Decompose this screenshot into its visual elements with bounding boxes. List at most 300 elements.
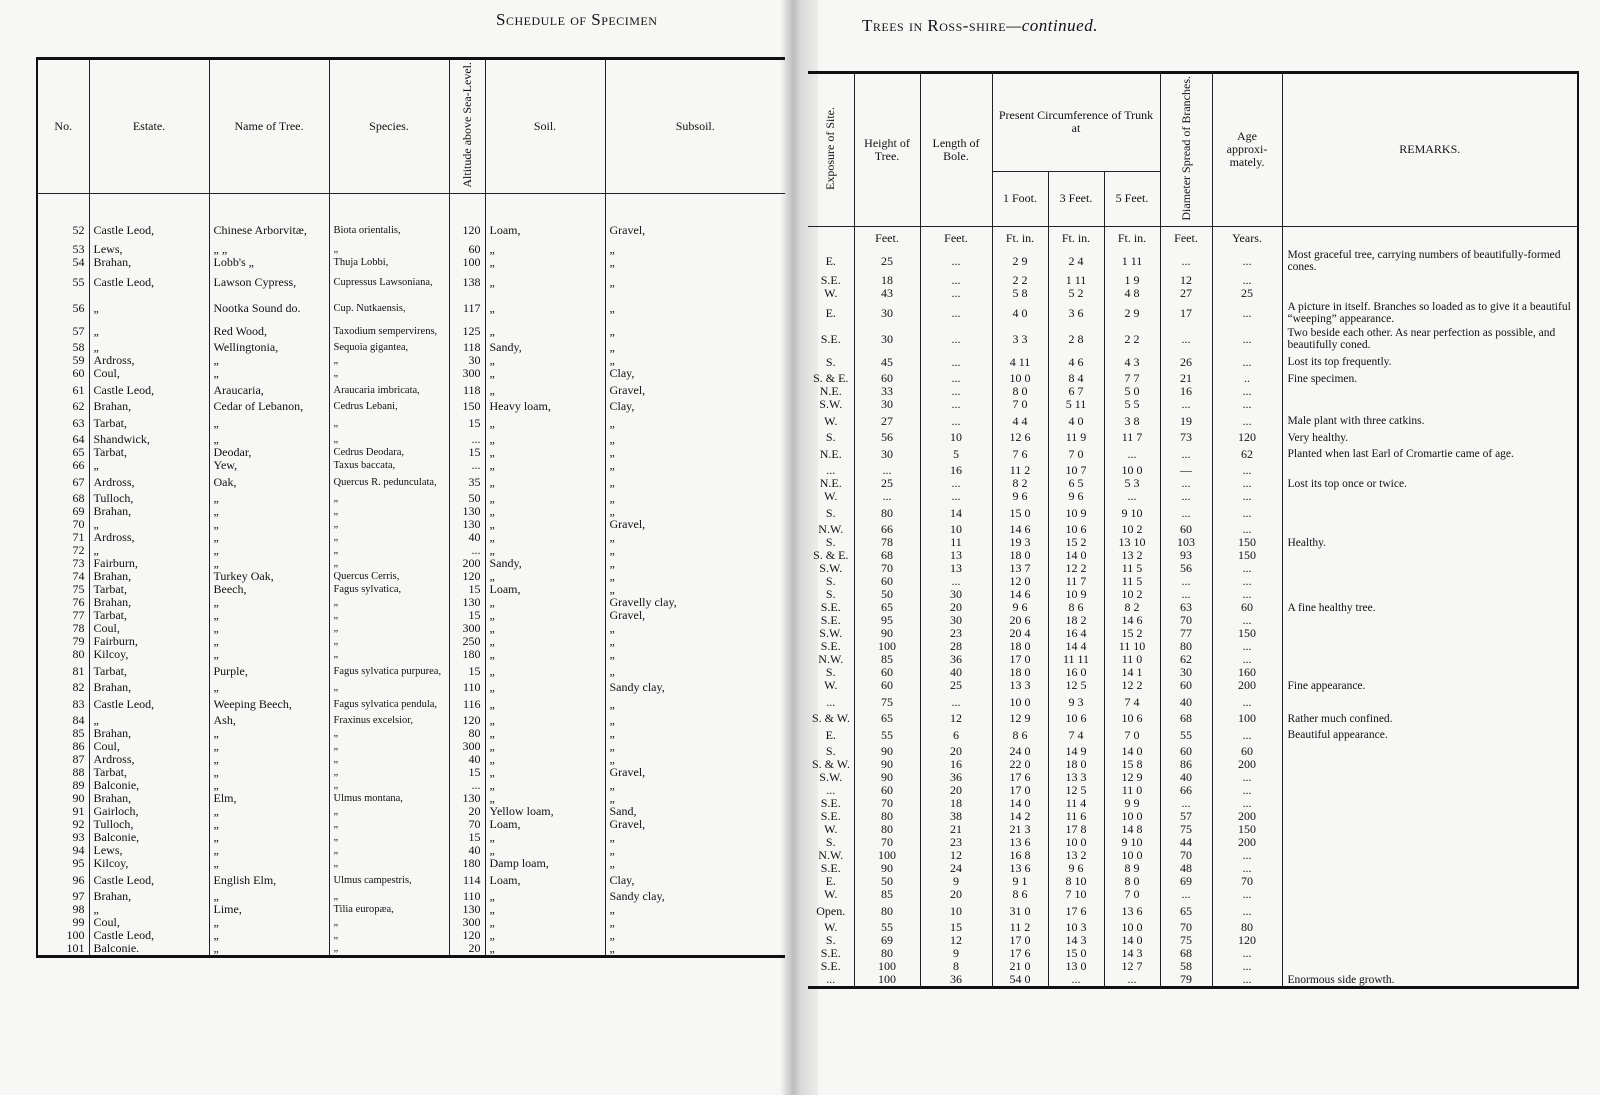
table-row xyxy=(37,256,785,269)
cell-remarks xyxy=(1282,398,1578,411)
cell-alt: 200 xyxy=(449,557,485,570)
cell-soil: Sandy, xyxy=(485,557,605,570)
cell-alt: 130 xyxy=(449,518,485,531)
cell-subsoil: Clay, xyxy=(605,870,785,890)
cell-c5: 7 4 xyxy=(1104,692,1160,712)
cell-species: Sequoia gigantea, xyxy=(329,341,449,354)
cell-no: 81 xyxy=(72,663,85,678)
schedule-left-table xyxy=(36,57,785,958)
cell-bole: 23 xyxy=(920,836,992,849)
cell-subsoil: „ xyxy=(605,929,785,942)
cell-tree: „ xyxy=(209,648,329,661)
cell-c3: 11 4 xyxy=(1048,797,1104,810)
cell-c1: 11 2 xyxy=(992,464,1048,477)
cell-alt: 30 xyxy=(449,354,485,367)
cell-remarks xyxy=(1282,490,1578,503)
left-page-title: Schedule of Specimen xyxy=(496,10,658,29)
cell-bole: 10 xyxy=(920,901,992,921)
cell-subsoil: Sandy clay, xyxy=(605,890,785,903)
cell-c5: ... xyxy=(1104,490,1160,503)
cell-exp: E. xyxy=(825,305,836,320)
cell-age: 60 xyxy=(1212,601,1282,614)
cell-alt: 120 xyxy=(449,929,485,942)
cell-remarks xyxy=(1282,503,1578,523)
cell-height: 80 xyxy=(854,947,920,960)
cell-alt: 300 xyxy=(449,740,485,753)
cell-c1: 12 9 xyxy=(992,712,1048,725)
cell-height: 60 xyxy=(854,372,920,385)
cell-exp: S. & W. xyxy=(812,712,851,726)
cell-species: „ xyxy=(329,942,449,957)
cell-alt: 60 xyxy=(449,243,485,256)
cell-species: „ xyxy=(329,367,449,380)
cell-age: ... xyxy=(1212,588,1282,601)
cell-no: 90 xyxy=(72,792,85,806)
cell-no: 87 xyxy=(72,753,85,767)
cell-exp: ... xyxy=(826,973,836,987)
cell-subsoil: „ xyxy=(605,557,785,570)
cell-remarks: Male plant with three catkins. xyxy=(1282,411,1578,431)
cell-tree: Turkey Oak, xyxy=(209,570,329,583)
cell-age: ... xyxy=(1212,888,1282,901)
cell-c3: 10 9 xyxy=(1048,503,1104,523)
cell-alt: ... xyxy=(449,433,485,446)
cell-c5: 12 2 xyxy=(1104,679,1160,692)
table-row xyxy=(37,792,785,805)
cell-remarks: Very healthy. xyxy=(1282,431,1578,444)
cell-no: 83 xyxy=(72,696,85,711)
unit-age: Years. xyxy=(1212,226,1282,248)
cell-soil: „ xyxy=(485,446,605,459)
cell-no: 71 xyxy=(72,531,85,545)
cell-estate: Brahan, xyxy=(89,505,209,518)
cell-spread: 60 xyxy=(1160,745,1212,758)
unit-height: Feet. xyxy=(854,226,920,248)
cell-species: „ xyxy=(329,622,449,635)
cell-c1: 12 0 xyxy=(992,575,1048,588)
cell-soil: „ xyxy=(485,518,605,531)
cell-tree: „ xyxy=(209,433,329,446)
cell-c1: 15 0 xyxy=(992,503,1048,523)
cell-age: ... xyxy=(1212,248,1282,274)
cell-age: 70 xyxy=(1212,875,1282,888)
cell-age: ... xyxy=(1212,653,1282,666)
cell-spread: ... xyxy=(1160,797,1212,810)
cell-soil: „ xyxy=(485,354,605,367)
cell-height: 70 xyxy=(854,562,920,575)
cell-no: 96 xyxy=(72,872,85,887)
cell-remarks: Fine appearance. xyxy=(1282,679,1578,692)
cell-bole: 38 xyxy=(920,810,992,823)
cell-age: 200 xyxy=(1212,758,1282,771)
cell-soil: „ xyxy=(485,916,605,929)
cell-no: 70 xyxy=(72,518,85,532)
cell-no: 80 xyxy=(72,648,85,662)
table-row xyxy=(37,472,785,492)
cell-bole: 20 xyxy=(920,784,992,797)
table-row xyxy=(808,771,1578,784)
cell-spread: 40 xyxy=(1160,692,1212,712)
cell-estate: Tarbat, xyxy=(89,413,209,433)
cell-age: ... xyxy=(1212,725,1282,745)
cell-no: 91 xyxy=(72,805,85,819)
cell-spread: 26 xyxy=(1160,352,1212,372)
cell-species: „ xyxy=(329,596,449,609)
cell-exp: N.W. xyxy=(818,523,844,537)
unit-spread: Feet. xyxy=(1160,226,1212,248)
cell-c3: 5 2 xyxy=(1048,287,1104,300)
schedule-right-table xyxy=(808,71,1579,989)
cell-height: 75 xyxy=(854,692,920,712)
cell-height: 80 xyxy=(854,810,920,823)
unit-c3: Ft. in. xyxy=(1048,226,1104,248)
table-row xyxy=(37,818,785,831)
cell-remarks: Two beside each other. As near perfection as possible, and beautifully coned. xyxy=(1282,326,1578,352)
table-row xyxy=(808,411,1578,431)
cell-c5: ... xyxy=(1104,973,1160,988)
cell-spread: ... xyxy=(1160,588,1212,601)
table-row xyxy=(808,562,1578,575)
cell-subsoil: „ xyxy=(605,256,785,269)
cell-subsoil: „ xyxy=(605,413,785,433)
cell-exp: S. xyxy=(825,505,836,520)
cell-exp: S.E. xyxy=(820,797,841,811)
cell-soil: „ xyxy=(485,942,605,957)
cell-bole: 40 xyxy=(920,666,992,679)
cell-c3: 8 10 xyxy=(1048,875,1104,888)
cell-c3: 9 6 xyxy=(1048,862,1104,875)
cell-c5: 5 5 xyxy=(1104,398,1160,411)
cell-c5: 9 10 xyxy=(1104,836,1160,849)
table-row xyxy=(37,890,785,903)
cell-c5: 10 2 xyxy=(1104,588,1160,601)
cell-age: 160 xyxy=(1212,666,1282,679)
cell-no: 63 xyxy=(72,415,85,430)
col-header-bole: Length of Bole. xyxy=(920,73,992,227)
cell-alt: 40 xyxy=(449,531,485,544)
cell-c1: 8 6 xyxy=(992,888,1048,901)
cell-age: 150 xyxy=(1212,823,1282,836)
cell-age: ... xyxy=(1212,960,1282,973)
cell-tree: „ xyxy=(209,681,329,694)
cell-c1: 9 6 xyxy=(992,490,1048,503)
cell-estate: Tulloch, xyxy=(89,818,209,831)
cell-estate: Lews, xyxy=(89,243,209,256)
cell-bole: ... xyxy=(920,575,992,588)
cell-subsoil: „ xyxy=(605,740,785,753)
cell-no: 74 xyxy=(72,570,85,584)
cell-height: 68 xyxy=(854,549,920,562)
cell-c5: 14 0 xyxy=(1104,745,1160,758)
table-row xyxy=(808,960,1578,973)
cell-species: „ xyxy=(329,609,449,622)
cell-height: 65 xyxy=(854,712,920,725)
cell-estate: Brahan, xyxy=(89,792,209,805)
cell-age: ... xyxy=(1212,477,1282,490)
cell-exp: S.W. xyxy=(819,562,843,576)
cell-species: Ulmus montana, xyxy=(329,792,449,805)
cell-spread: ... xyxy=(1160,326,1212,352)
cell-tree: „ xyxy=(209,779,329,792)
table-row xyxy=(37,596,785,609)
cell-c5: 3 8 xyxy=(1104,411,1160,431)
cell-c1: 4 4 xyxy=(992,411,1048,431)
cell-estate: Coul, xyxy=(89,916,209,929)
cell-estate: Kilcoy, xyxy=(89,857,209,870)
cell-bole: 30 xyxy=(920,588,992,601)
cell-age: ... xyxy=(1212,862,1282,875)
table-row xyxy=(37,505,785,518)
cell-subsoil: Gravel, xyxy=(605,217,785,243)
cell-age: ... xyxy=(1212,326,1282,352)
table-row xyxy=(808,758,1578,771)
cell-c3: 17 6 xyxy=(1048,901,1104,921)
cell-alt: 120 xyxy=(449,217,485,243)
cell-bole: ... xyxy=(920,398,992,411)
cell-height: 85 xyxy=(854,888,920,901)
cell-alt: 180 xyxy=(449,648,485,661)
left-table-body xyxy=(37,217,785,957)
cell-soil: „ xyxy=(485,256,605,269)
cell-subsoil: Sand, xyxy=(605,805,785,818)
cell-estate: „ xyxy=(89,295,209,321)
cell-species: „ xyxy=(329,805,449,818)
cell-exp: W. xyxy=(824,413,838,428)
cell-bole: ... xyxy=(920,692,992,712)
cell-height: 55 xyxy=(854,725,920,745)
cell-no: 78 xyxy=(72,622,85,636)
cell-c3: 14 3 xyxy=(1048,934,1104,947)
cell-age: ... xyxy=(1212,490,1282,503)
cell-exp: S.E. xyxy=(820,601,841,615)
table-row xyxy=(37,367,785,380)
cell-estate: Brahan, xyxy=(89,681,209,694)
cell-c3: 10 6 xyxy=(1048,523,1104,536)
cell-remarks xyxy=(1282,947,1578,960)
unit-exposure xyxy=(808,226,854,248)
cell-age: 60 xyxy=(1212,745,1282,758)
cell-age: ... xyxy=(1212,464,1282,477)
table-row xyxy=(37,694,785,714)
cell-no: 89 xyxy=(72,779,85,793)
cell-estate: „ xyxy=(89,518,209,531)
cell-estate: Tarbat, xyxy=(89,583,209,596)
cell-species: Quercus R. pedunculata, xyxy=(329,472,449,492)
cell-species: „ xyxy=(329,766,449,779)
cell-alt: 15 xyxy=(449,609,485,622)
cell-remarks xyxy=(1282,771,1578,784)
cell-age: 100 xyxy=(1212,712,1282,725)
cell-estate: Brahan, xyxy=(89,890,209,903)
cell-c1: 9 1 xyxy=(992,875,1048,888)
cell-species: „ xyxy=(329,779,449,792)
cell-tree: Nootka Sound do. xyxy=(209,295,329,321)
cell-bole: ... xyxy=(920,385,992,398)
table-row xyxy=(808,725,1578,745)
cell-estate: Coul, xyxy=(89,740,209,753)
cell-height: 55 xyxy=(854,921,920,934)
cell-no: 92 xyxy=(72,818,85,832)
cell-spread: 21 xyxy=(1160,372,1212,385)
cell-no: 101 xyxy=(66,942,85,956)
cell-height: 30 xyxy=(854,326,920,352)
cell-no: 95 xyxy=(72,857,85,871)
cell-soil: Loam, xyxy=(485,583,605,596)
cell-tree: English Elm, xyxy=(209,870,329,890)
cell-alt: 130 xyxy=(449,505,485,518)
cell-bole: 20 xyxy=(920,745,992,758)
cell-remarks: Healthy. xyxy=(1282,536,1578,549)
cell-spread: 58 xyxy=(1160,960,1212,973)
cell-tree: Lobb's „ xyxy=(209,256,329,269)
cell-soil: „ xyxy=(485,753,605,766)
cell-spread: 55 xyxy=(1160,725,1212,745)
cell-subsoil: „ xyxy=(605,635,785,648)
cell-spread: 56 xyxy=(1160,562,1212,575)
cell-subsoil: Gravelly clay, xyxy=(605,596,785,609)
cell-age: ... xyxy=(1212,849,1282,862)
cell-tree: „ xyxy=(209,505,329,518)
cell-spread: 40 xyxy=(1160,771,1212,784)
cell-tree: „ xyxy=(209,609,329,622)
cell-species: „ xyxy=(329,635,449,648)
cell-alt: 40 xyxy=(449,844,485,857)
cell-bole: 21 xyxy=(920,823,992,836)
cell-c5: 11 0 xyxy=(1104,784,1160,797)
cell-age: ... xyxy=(1212,640,1282,653)
table-row xyxy=(808,973,1578,988)
cell-c1: 9 6 xyxy=(992,601,1048,614)
cell-c5: 13 10 xyxy=(1104,536,1160,549)
cell-c5: 11 7 xyxy=(1104,431,1160,444)
cell-c5: 11 10 xyxy=(1104,640,1160,653)
cell-spread: 80 xyxy=(1160,640,1212,653)
cell-exp: W. xyxy=(824,888,838,902)
table-row xyxy=(37,740,785,753)
table-row xyxy=(808,797,1578,810)
cell-alt: 180 xyxy=(449,857,485,870)
cell-soil: Yellow loam, xyxy=(485,805,605,818)
table-row xyxy=(808,352,1578,372)
cell-tree: „ „ xyxy=(209,243,329,256)
cell-age: 150 xyxy=(1212,627,1282,640)
cell-species: Cedrus Lebani, xyxy=(329,400,449,413)
cell-c3: 12 5 xyxy=(1048,679,1104,692)
cell-soil: „ xyxy=(485,766,605,779)
cell-age: 200 xyxy=(1212,679,1282,692)
cell-alt: 130 xyxy=(449,792,485,805)
cell-remarks xyxy=(1282,849,1578,862)
cell-remarks xyxy=(1282,875,1578,888)
cell-alt: 15 xyxy=(449,766,485,779)
cell-c5: 13 6 xyxy=(1104,901,1160,921)
cell-no: 60 xyxy=(72,367,85,381)
cell-soil: „ xyxy=(485,727,605,740)
col-header-circ-3ft: 3 Feet. xyxy=(1048,171,1104,226)
cell-bole: 6 xyxy=(920,725,992,745)
col-header-no: No. xyxy=(37,59,89,194)
cell-exp: S.E. xyxy=(820,947,841,961)
cell-estate: Shandwick, xyxy=(89,433,209,446)
table-row xyxy=(808,588,1578,601)
cell-remarks: Lost its top once or twice. xyxy=(1282,477,1578,490)
cell-c1: 14 6 xyxy=(992,588,1048,601)
cell-soil: „ xyxy=(485,433,605,446)
cell-exp: S.E. xyxy=(820,331,841,346)
table-row xyxy=(37,857,785,870)
cell-subsoil: „ xyxy=(605,753,785,766)
cell-exp: N.E. xyxy=(819,385,842,399)
table-row xyxy=(37,531,785,544)
cell-height: 90 xyxy=(854,758,920,771)
cell-no: 79 xyxy=(72,635,85,649)
cell-alt: 50 xyxy=(449,492,485,505)
cell-bole: 5 xyxy=(920,444,992,464)
cell-c3: 4 6 xyxy=(1048,352,1104,372)
col-header-estate: Estate. xyxy=(89,59,209,194)
cell-estate: Balconie, xyxy=(89,831,209,844)
cell-tree: „ xyxy=(209,890,329,903)
cell-height: 50 xyxy=(854,588,920,601)
cell-bole: 36 xyxy=(920,973,992,988)
cell-c3: 16 4 xyxy=(1048,627,1104,640)
cell-estate: Castle Leod, xyxy=(89,694,209,714)
cell-remarks xyxy=(1282,627,1578,640)
cell-remarks xyxy=(1282,784,1578,797)
cell-species: „ xyxy=(329,648,449,661)
cell-estate: Tarbat, xyxy=(89,609,209,622)
cell-no: 64 xyxy=(72,433,85,447)
cell-c1: 19 3 xyxy=(992,536,1048,549)
cell-soil: „ xyxy=(485,648,605,661)
table-row xyxy=(37,766,785,779)
cell-species: Quercus Cerris, xyxy=(329,570,449,583)
cell-tree: „ xyxy=(209,531,329,544)
cell-height: 25 xyxy=(854,248,920,274)
cell-no: 99 xyxy=(72,916,85,930)
cell-subsoil: „ xyxy=(605,779,785,792)
cell-spread: 17 xyxy=(1160,300,1212,326)
cell-bole: 16 xyxy=(920,758,992,771)
cell-c5: 7 0 xyxy=(1104,725,1160,745)
cell-c5: 8 0 xyxy=(1104,875,1160,888)
table-row xyxy=(37,269,785,295)
cell-alt: 35 xyxy=(449,472,485,492)
cell-estate: Castle Leod, xyxy=(89,870,209,890)
table-row xyxy=(37,544,785,557)
cell-soil: „ xyxy=(485,890,605,903)
cell-height: 60 xyxy=(854,784,920,797)
cell-exp: E. xyxy=(825,253,836,268)
cell-subsoil: Clay, xyxy=(605,367,785,380)
cell-estate: Tarbat, xyxy=(89,766,209,779)
cell-subsoil: Sandy clay, xyxy=(605,681,785,694)
cell-c1: 11 2 xyxy=(992,921,1048,934)
cell-bole: 11 xyxy=(920,536,992,549)
cell-c1: 17 0 xyxy=(992,784,1048,797)
cell-tree: Lawson Cypress, xyxy=(209,269,329,295)
cell-tree: „ xyxy=(209,635,329,648)
cell-c5: ... xyxy=(1104,444,1160,464)
cell-spread: ... xyxy=(1160,503,1212,523)
cell-no: 69 xyxy=(72,505,85,519)
cell-alt: 70 xyxy=(449,818,485,831)
cell-c1: 17 0 xyxy=(992,934,1048,947)
cell-c1: 14 2 xyxy=(992,810,1048,823)
cell-tree: „ xyxy=(209,805,329,818)
cell-estate: Castle Leod, xyxy=(89,217,209,243)
cell-age: 120 xyxy=(1212,431,1282,444)
